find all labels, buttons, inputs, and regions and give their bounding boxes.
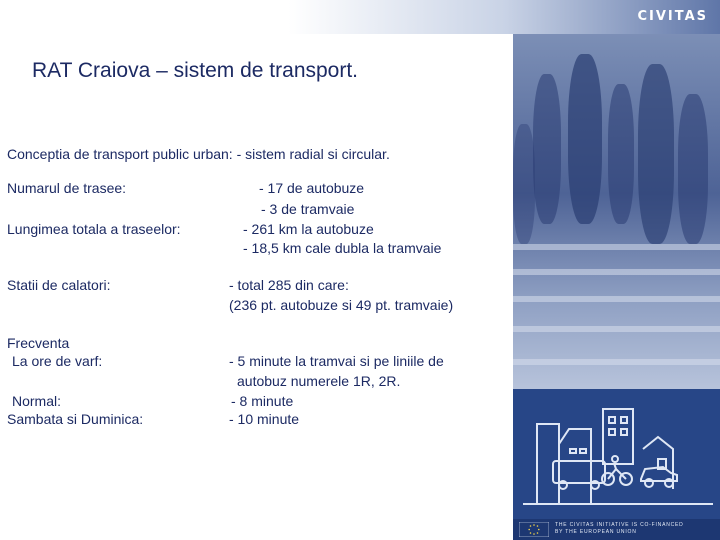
eu-flag-icon bbox=[519, 522, 549, 537]
normal-value: - 8 minute bbox=[231, 393, 294, 409]
weekend-label: Sambata si Duminica: bbox=[7, 411, 144, 427]
frequency-label: Frecventa bbox=[7, 335, 70, 351]
normal-label: Normal: bbox=[12, 393, 62, 409]
concept-text: Conceptia de transport public urban: - sistem radial si circular. bbox=[7, 146, 390, 162]
weekend-value: - 10 minute bbox=[229, 411, 300, 427]
pedestrians-photo bbox=[513, 34, 720, 389]
peak-value-line1: - 5 minute la tramvai si pe liniile de bbox=[229, 353, 444, 369]
city-transport-illustration bbox=[513, 389, 720, 519]
routes-label: Numarul de trasee: bbox=[7, 180, 127, 196]
peak-label: La ore de varf: bbox=[12, 353, 103, 369]
header-bar bbox=[0, 0, 720, 34]
footer-text: THE CIVITAS INITIATIVE IS CO-FINANCED BY THE EUROPEAN UNION bbox=[555, 522, 684, 535]
length-tram-value: - 18,5 km cale dubla la tramvaie bbox=[243, 240, 442, 256]
peak-value-line2: autobuz numerele 1R, 2R. bbox=[237, 373, 401, 389]
slide-title: RAT Craiova – sistem de transport. bbox=[32, 59, 359, 82]
routes-bus-value: - 17 de autobuze bbox=[259, 180, 365, 196]
length-bus-value: - 261 km la autobuze bbox=[243, 221, 374, 237]
stations-breakdown: (236 pt. autobuze si 49 pt. tramvaie) bbox=[229, 297, 454, 313]
routes-tram-value: - 3 de tramvaie bbox=[261, 201, 355, 217]
stations-total: - total 285 din care: bbox=[229, 277, 349, 293]
stations-label: Statii de calatori: bbox=[7, 277, 111, 293]
civitas-logo: CIVITAS bbox=[637, 9, 708, 24]
footer-bar bbox=[513, 519, 720, 540]
length-label: Lungimea totala a traseelor: bbox=[7, 221, 181, 237]
